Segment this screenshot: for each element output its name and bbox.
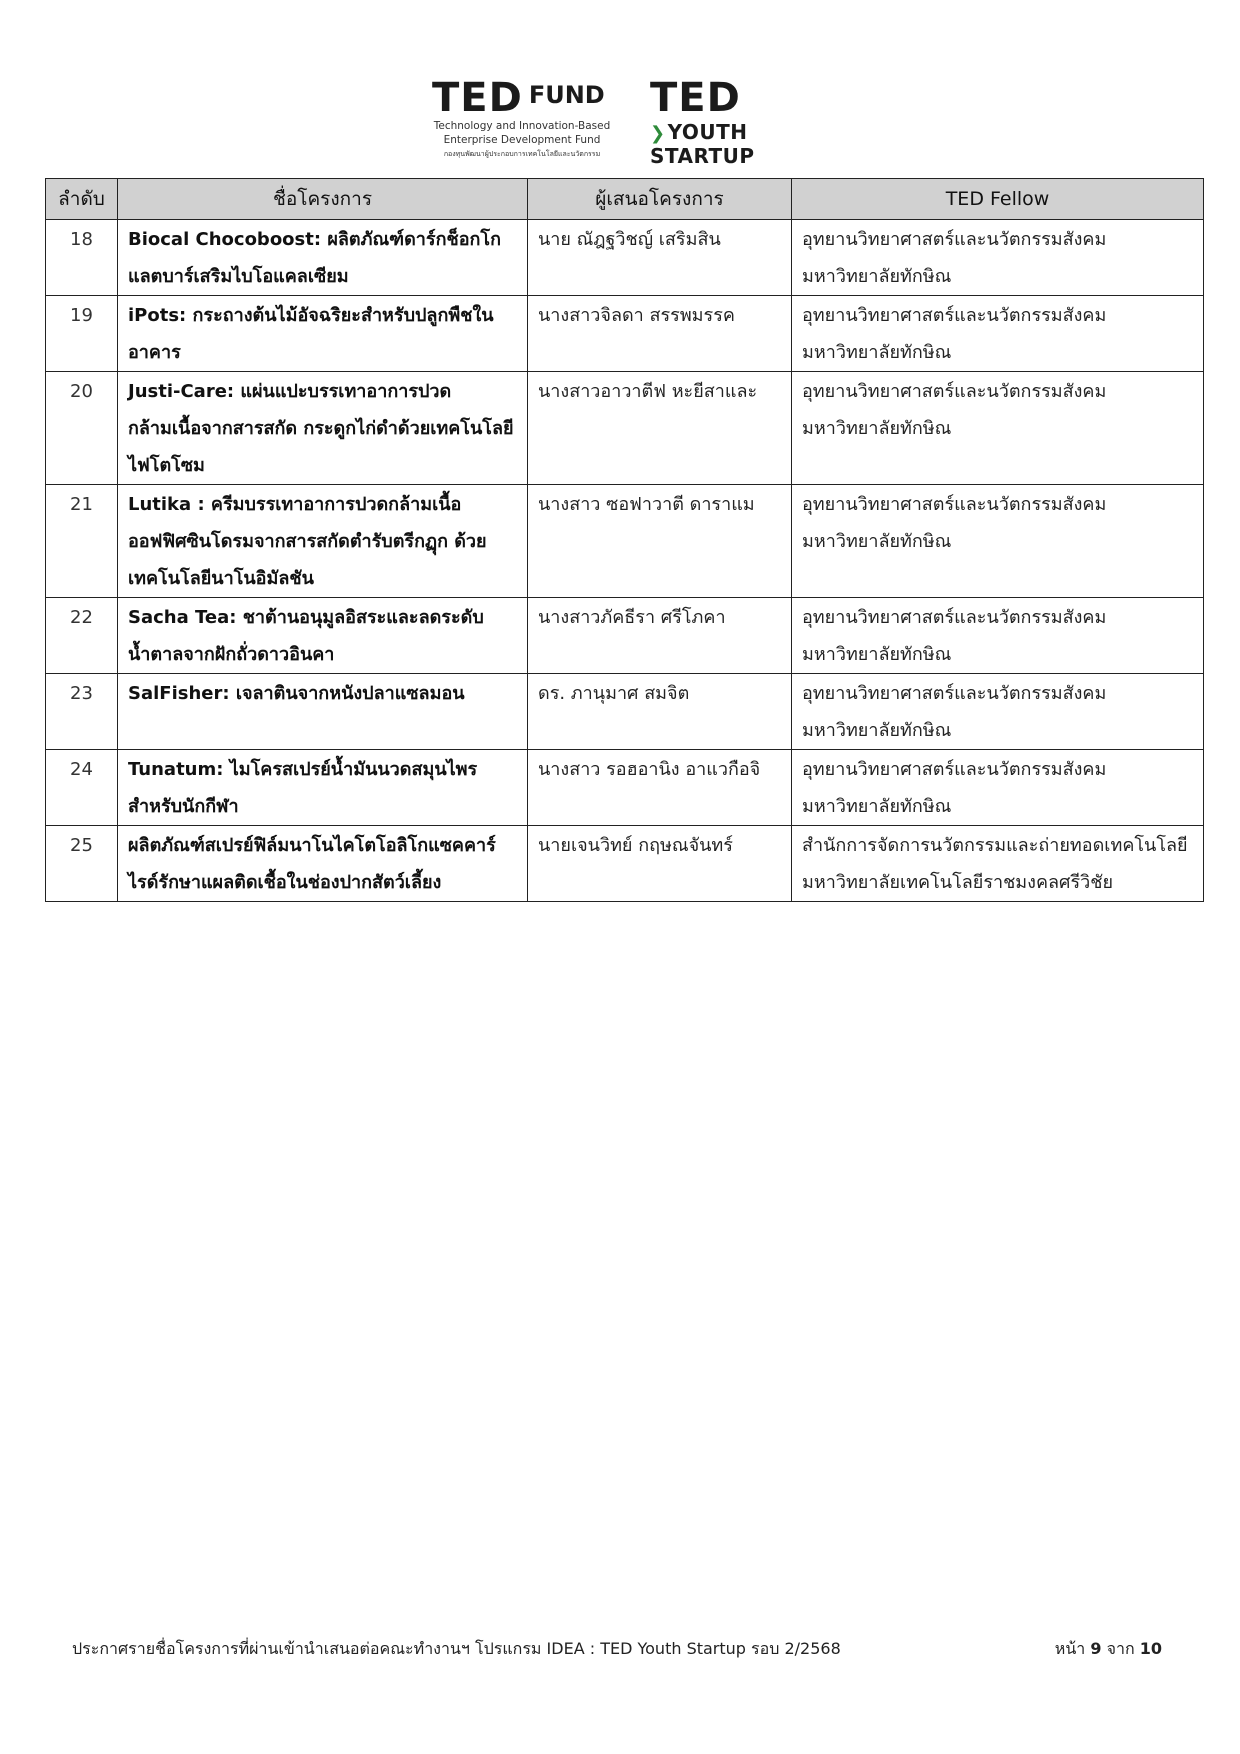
row-number: 18 <box>46 220 118 296</box>
page-current: 9 <box>1090 1639 1102 1658</box>
table-row <box>46 674 1204 750</box>
table-row <box>46 296 1204 372</box>
ted-fund-logo-word: FUND <box>528 81 605 109</box>
project-title-line: Tunatum: ไมโครสเปรย์น้ำมันนวดสมุนไพร <box>128 759 478 780</box>
proposer-name: นายเจนวิทย์ กฤษณจันทร์ <box>528 826 792 902</box>
row-number: 25 <box>46 826 118 902</box>
project-title-line: Sacha Tea: ชาต้านอนุมูลอิสระและลดระดับ <box>128 607 484 628</box>
header-logos <box>0 75 1240 168</box>
projects-table <box>45 178 1204 902</box>
project-title <box>118 372 528 485</box>
project-title-line: สำหรับนักกีฬา <box>128 796 239 817</box>
ted-fellow <box>792 750 1204 826</box>
header-project-name: ชื่อโครงการ <box>118 179 528 220</box>
ted-fellow-line: อุทยานวิทยาศาสตร์และนวัตกรรมสังคม <box>802 381 1107 402</box>
proposer-name: นางสาวภัคธีรา ศรีโภคา <box>528 598 792 674</box>
project-title-line: ผลิตภัณฑ์สเปรย์ฟิล์มนาโนไคโตโอลิโกแซคคาร์ <box>128 835 496 856</box>
row-number: 21 <box>46 485 118 598</box>
row-number: 20 <box>46 372 118 485</box>
project-title-line: iPots: กระถางต้นไม้อัจฉริยะสำหรับปลูกพืชใน <box>128 305 494 326</box>
row-number: 19 <box>46 296 118 372</box>
chevron-right-icon: ❯ <box>650 123 666 144</box>
ted-fellow-line: มหาวิทยาลัยทักษิณ <box>802 342 952 363</box>
ted-fellow-line: มหาวิทยาลัยทักษิณ <box>802 720 952 741</box>
row-number: 22 <box>46 598 118 674</box>
table-row <box>46 220 1204 296</box>
ted-fellow <box>792 372 1204 485</box>
proposer-name: ดร. ภานุมาศ สมจิต <box>528 674 792 750</box>
project-title <box>118 674 528 750</box>
ted-fellow-line: อุทยานวิทยาศาสตร์และนวัตกรรมสังคม <box>802 494 1107 515</box>
proposer-name: นางสาวจิลดา สรรพมรรค <box>528 296 792 372</box>
ted-fund-logo-line2: Enterprise Development Fund <box>443 134 601 146</box>
project-title-line: ออฟฟิศซินโดรมจากสารสกัดตำรับตรีกฏุก ด้วย <box>128 531 487 552</box>
header-proposer: ผู้เสนอโครงการ <box>528 179 792 220</box>
ted-fellow-line: อุทยานวิทยาศาสตร์และนวัตกรรมสังคม <box>802 305 1107 326</box>
project-title-line: อาคาร <box>128 342 181 363</box>
ted-fellow-line: มหาวิทยาลัยทักษิณ <box>802 531 952 552</box>
project-title-line: Lutika : ครีมบรรเทาอาการปวดกล้ามเนื้อ <box>128 494 462 515</box>
proposer-name: นาย ณัฎฐวิชญ์ เสริมสิน <box>528 220 792 296</box>
project-title <box>118 750 528 826</box>
table-row <box>46 826 1204 902</box>
project-title-line: SalFisher: เจลาตินจากหนังปลาแซลมอน <box>128 683 465 704</box>
proposer-name: นางสาวอาวาตีฟ หะยีสาและ <box>528 372 792 485</box>
ted-fellow <box>792 826 1204 902</box>
proposer-name: นางสาว ซอฟาวาตี ดาราแม <box>528 485 792 598</box>
ted-fellow-line: อุทยานวิทยาศาสตร์และนวัตกรรมสังคม <box>802 759 1107 780</box>
ted-fellow-line: อุทยานวิทยาศาสตร์และนวัตกรรมสังคม <box>802 683 1107 704</box>
project-title-line: กล้ามเนื้อจากสารสกัด กระดูกไก่ดำด้วยเทคโนโลยี <box>128 418 514 439</box>
project-title <box>118 485 528 598</box>
ted-fellow-line: มหาวิทยาลัยเทคโนโลยีราชมงคลศรีวิชัย <box>802 872 1114 893</box>
table-row <box>46 372 1204 485</box>
ted-fund-logo-line1: Technology and Innovation-Based <box>433 120 611 132</box>
footer-announcement: ประกาศรายชื่อโครงการที่ผ่านเข้านำเสนอต่อคณะทำงานฯ โปรแกรม IDEA : TED Youth Startup รอบ 2/2568 <box>72 1639 841 1658</box>
ted-fellow <box>792 485 1204 598</box>
ted-fellow-line: อุทยานวิทยาศาสตร์และนวัตกรรมสังคม <box>802 229 1107 250</box>
project-title-line: เทคโนโลยีนาโนอิมัลชัน <box>128 568 314 589</box>
header-order: ลำดับ <box>46 179 118 220</box>
table-row <box>46 750 1204 826</box>
ted-fellow <box>792 674 1204 750</box>
project-title-line: ไฟโตโซม <box>128 455 205 476</box>
ted-fellow <box>792 220 1204 296</box>
ted-youth-logo-mark: TED <box>650 75 741 121</box>
table-row <box>46 485 1204 598</box>
project-title-line: ไรด์รักษาแผลติดเชื้อในช่องปากสัตว์เลี้ยง <box>128 872 442 893</box>
ted-fund-logo-line3: กองทุนพัฒนาผู้ประกอบการเทคโนโลยีและนวัตกรรม <box>443 150 601 158</box>
ted-fellow-line: มหาวิทยาลัยทักษิณ <box>802 644 952 665</box>
ted-fellow-line: อุทยานวิทยาศาสตร์และนวัตกรรมสังคม <box>802 607 1107 628</box>
project-title-line: Justi-Care: แผ่นแปะบรรเทาอาการปวด <box>128 381 452 402</box>
page-total: 10 <box>1139 1639 1162 1658</box>
project-title-line: แลตบาร์เสริมไบโอแคลเซียม <box>128 266 349 287</box>
ted-youth-logo-word: YOUTH STARTUP <box>650 120 755 168</box>
project-title <box>118 220 528 296</box>
project-title <box>118 826 528 902</box>
ted-fellow-line: มหาวิทยาลัยทักษิณ <box>802 796 952 817</box>
project-title-line: น้ำตาลจากฝักถั่วดาวอินคา <box>128 644 335 665</box>
ted-fellow <box>792 296 1204 372</box>
project-title <box>118 296 528 372</box>
table-header-row <box>46 179 1204 220</box>
ted-youth-startup-logo <box>650 75 800 168</box>
ted-fund-logo-mark: TED <box>432 75 523 121</box>
table-row <box>46 598 1204 674</box>
ted-fund-logo <box>432 75 612 160</box>
ted-fellow-line: สำนักการจัดการนวัตกรรมและถ่ายทอดเทคโนโลยี <box>802 835 1188 856</box>
ted-fellow-line: มหาวิทยาลัยทักษิณ <box>802 266 952 287</box>
page-prefix: หน้า <box>1054 1639 1086 1658</box>
project-title-line: Biocal Chocoboost: ผลิตภัณฑ์ดาร์กช็อกโก <box>128 229 501 250</box>
ted-fellow <box>792 598 1204 674</box>
header-ted-fellow: TED Fellow <box>792 179 1204 220</box>
row-number: 24 <box>46 750 118 826</box>
ted-fellow-line: มหาวิทยาลัยทักษิณ <box>802 418 952 439</box>
page-mid: จาก <box>1106 1639 1135 1658</box>
row-number: 23 <box>46 674 118 750</box>
page-number <box>1055 1637 1162 1662</box>
project-title <box>118 598 528 674</box>
proposer-name: นางสาว รอฮอานิง อาแวกือจิ <box>528 750 792 826</box>
